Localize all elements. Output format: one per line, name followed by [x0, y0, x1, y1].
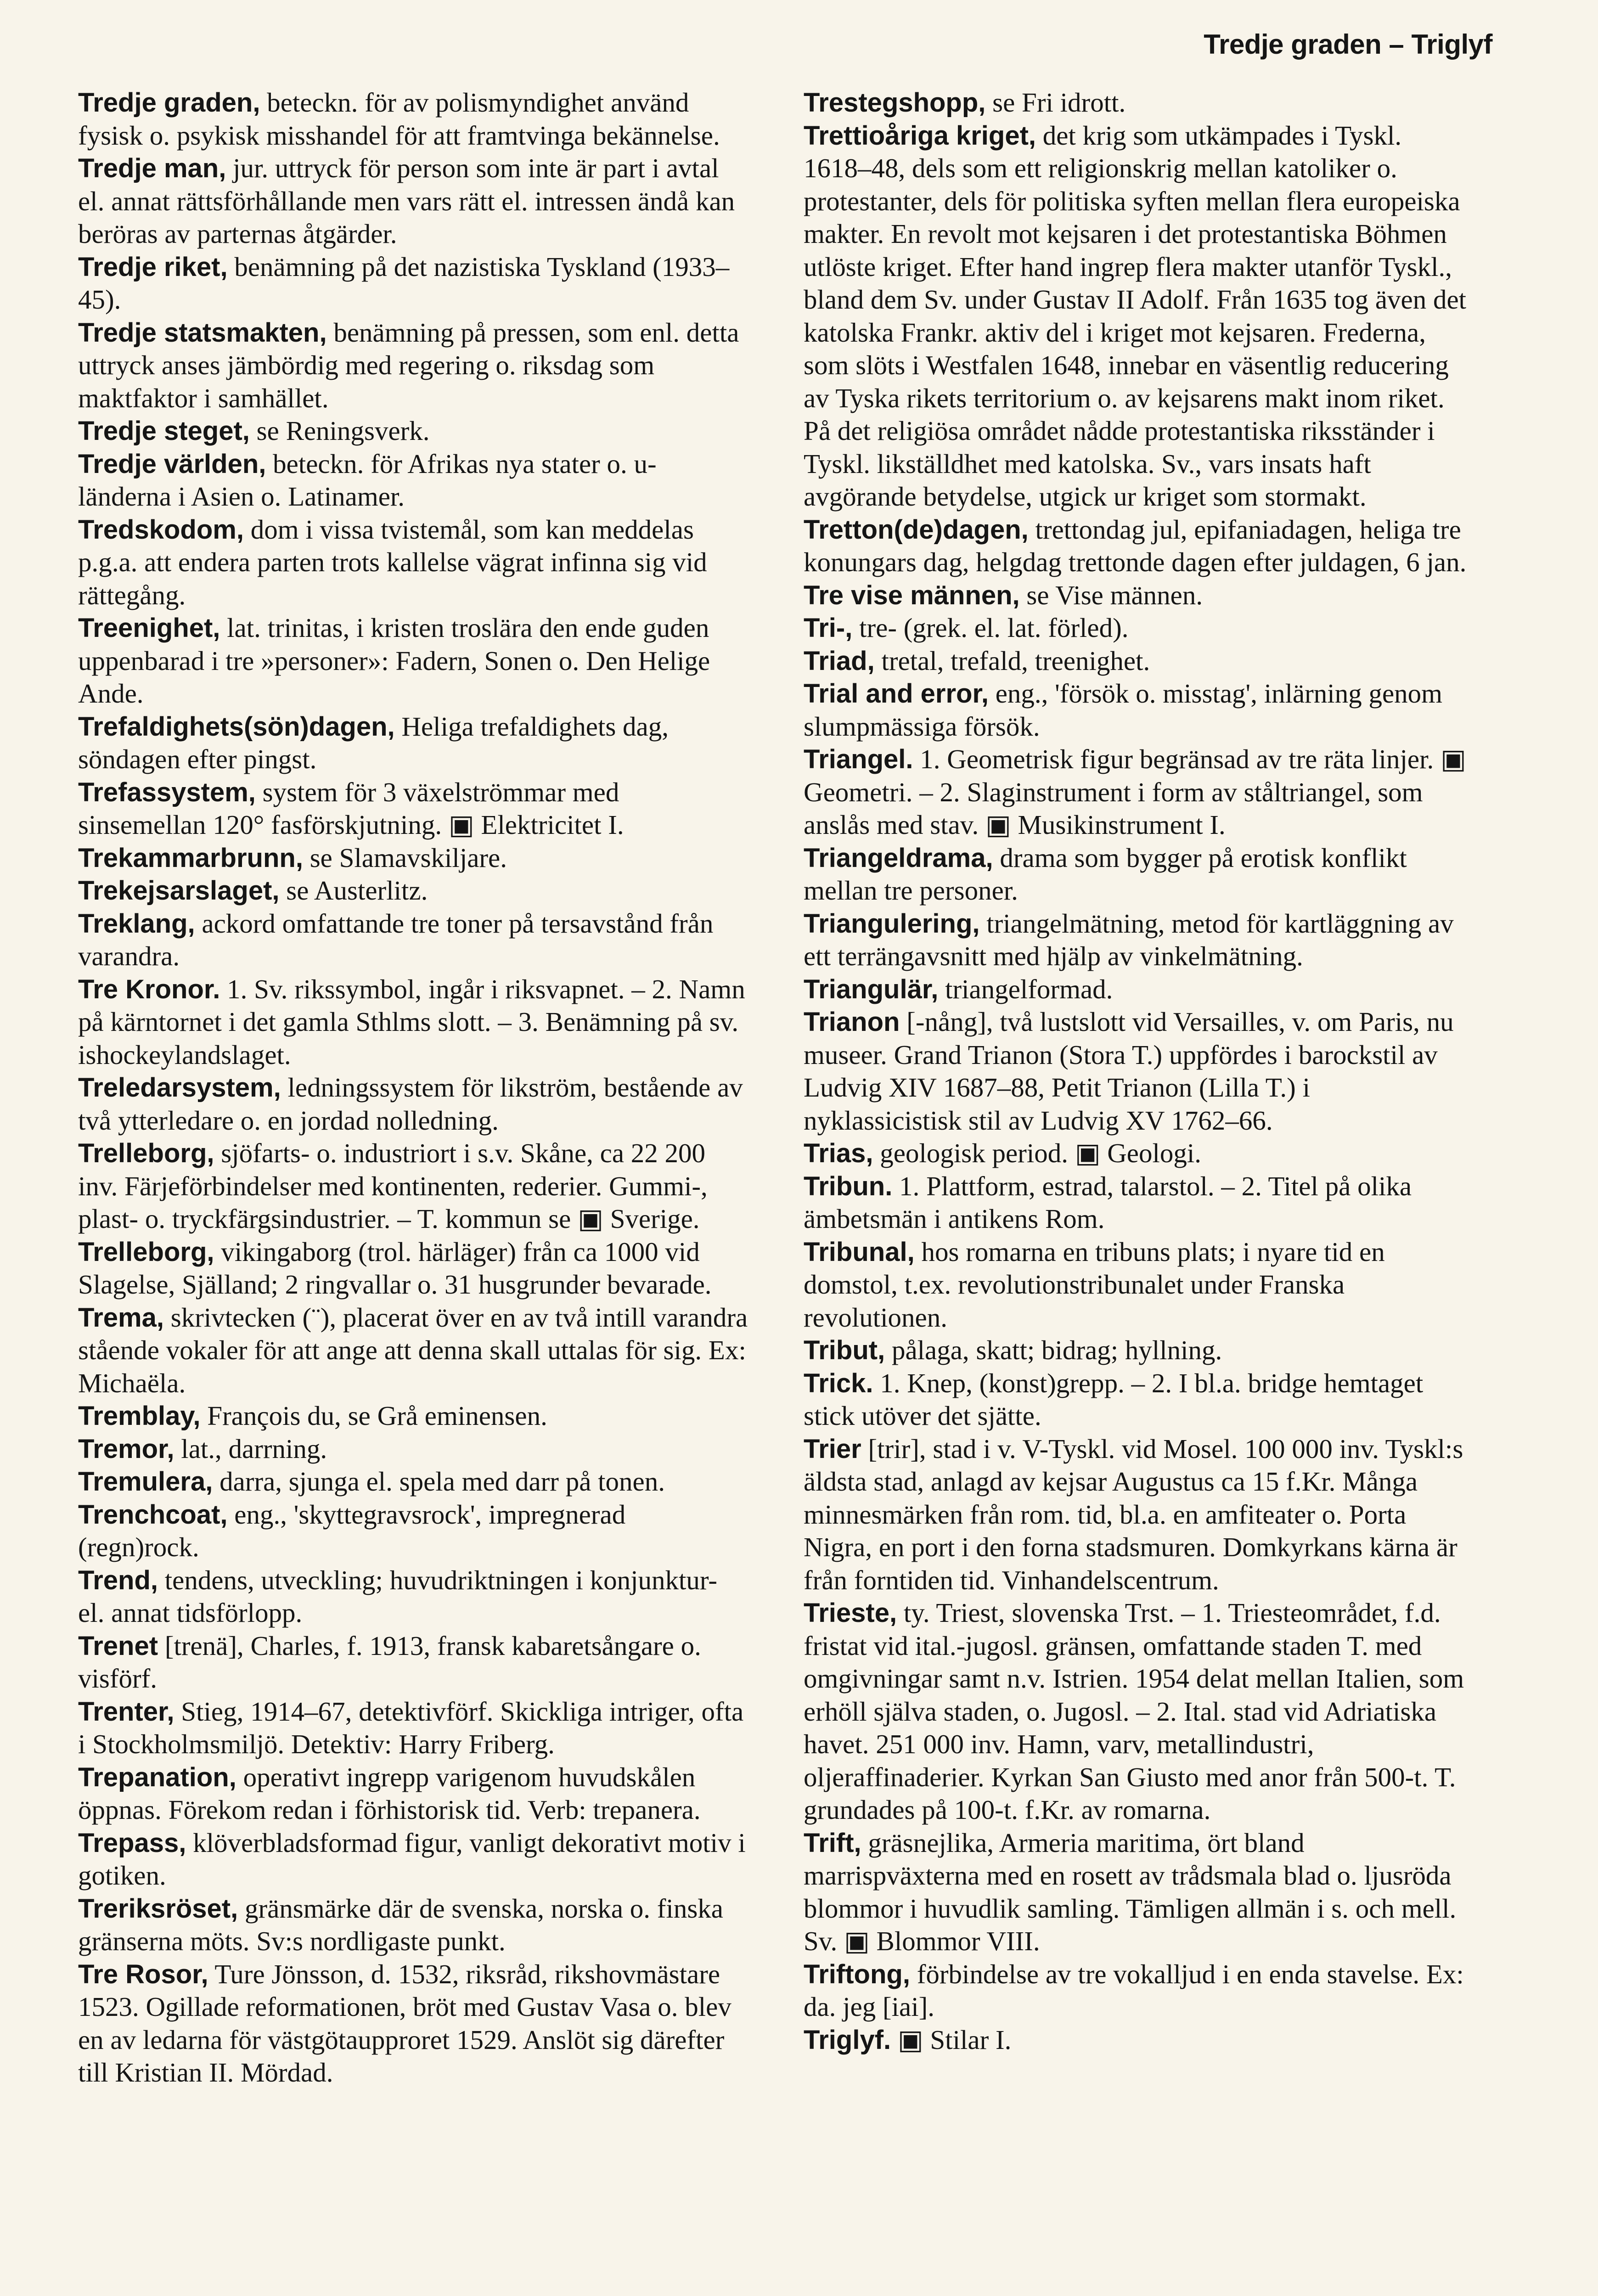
entry-definition: eng., 'försök o. misstag', inlärning genom slumpmässiga försök.: [804, 678, 1443, 742]
entry-headword: Triad,: [804, 646, 875, 676]
dictionary-entry: [78, 1301, 748, 1400]
dictionary-entry: [78, 1564, 748, 1630]
dictionary-entry: [804, 1958, 1474, 2024]
entry-definition: [trenä], Charles, f. 1913, fransk kabaretsångare o. visförf.: [78, 1630, 701, 1694]
dictionary-entry: [78, 1137, 748, 1236]
entry-headword: Trenter,: [78, 1696, 174, 1727]
entry-definition: se Vise männen.: [1019, 580, 1203, 610]
dictionary-entry: [804, 1433, 1474, 1597]
entry-definition: triangelformad.: [938, 974, 1113, 1004]
dictionary-entry: [804, 1597, 1474, 1827]
entry-definition: gränsmärke där de svenska, norska o. finska gränserna möts. Sv:s nordligaste punkt.: [78, 1893, 723, 1956]
dictionary-entry: [804, 677, 1474, 743]
dictionary-entry: [804, 1137, 1474, 1170]
entry-headword: Treenighet,: [78, 613, 220, 643]
entry-definition: jur. uttryck för person som inte är part i avtal el. annat rättsförhållande men vars rätt el. intressen ändå kan beröras av parternas åtgärder.: [78, 153, 735, 249]
entry-headword: Trefaldighets(sön)dagen,: [78, 711, 395, 742]
entry-definition: Ture Jönsson, d. 1532, riksråd, rikshovmästare 1523. Ogillade reformationen, bröt med Gustav Vasa o. blev en av ledarna för västgötaupproret 1529. Anslöt sig därefter till Kristian II. Mördad.: [78, 1958, 731, 2088]
running-head: Tredje graden – Triglyf: [1204, 29, 1492, 60]
dictionary-entry: [804, 1827, 1474, 1958]
dictionary-entry: [78, 1695, 748, 1761]
dictionary-entry: [804, 1367, 1474, 1433]
entry-definition: eng., 'skyttegravsrock', impregnerad (regn)rock.: [78, 1499, 626, 1562]
entry-headword: Tremulera,: [78, 1467, 213, 1497]
entry-headword: Tribut,: [804, 1335, 885, 1365]
entry-definition: vikingaborg (trol. härläger) från ca 1000 vid Slagelse, Själland; 2 ringvallar o. 31 husgrunder bevarade.: [78, 1236, 712, 1300]
dictionary-entry: [78, 1958, 748, 2089]
entry-headword: Trepanation,: [78, 1762, 236, 1792]
entry-definition: dom i vissa tvistemål, som kan meddelas p.g.a. att endera parten trots kallelse vägrat infinna sig vid rättegång.: [78, 514, 707, 610]
entry-definition: system för 3 växelströmmar med sinsemellan 120° fasförskjutning. ▣ Elektricitet I.: [78, 777, 624, 840]
dictionary-entry: [78, 1400, 748, 1433]
entry-definition: benämning på det nazistiska Tyskland (1933–45).: [78, 251, 730, 315]
entry-definition: ackord omfattande tre toner på tersavstånd från varandra.: [78, 908, 714, 971]
dictionary-entry: [78, 973, 748, 1072]
entry-headword: Trieste,: [804, 1598, 897, 1628]
entry-definition: trettondag jul, epifaniadagen, heliga tre konungars dag, helgdag trettonde dagen efter juldagen, 6 jan.: [804, 514, 1467, 577]
entry-headword: Trenet: [78, 1631, 158, 1661]
entry-headword: Trekammarbrunn,: [78, 843, 303, 873]
entry-headword: Trelleborg,: [78, 1138, 214, 1168]
entry-headword: Trenchcoat,: [78, 1499, 228, 1530]
entry-headword: Tredje riket,: [78, 252, 228, 282]
entry-headword: Treklang,: [78, 908, 195, 939]
entry-definition: skrivtecken (¨), placerat över en av två intill varandra stående vokaler för att ange att denna skall uttalas för sig. Ex: Michaëla.: [78, 1302, 748, 1398]
dictionary-entry: [78, 1236, 748, 1301]
dictionary-entry: [78, 513, 748, 612]
entry-headword: Treriksröset,: [78, 1893, 238, 1924]
entry-definition: se Austerlitz.: [279, 875, 428, 906]
entry-headword: Tredje världen,: [78, 449, 266, 479]
entry-headword: Trepass,: [78, 1828, 186, 1858]
dictionary-entry: [78, 152, 748, 251]
entry-definition: [-nång], två lustslott vid Versailles, v. om Paris, nu museer. Grand Trianon (Stora T.) uppfördes i barockstil av Ludvig XIV 1687–88, Petit Trianon (Lilla T.) i nyklassicistisk stil av Ludvig XV 1762–66.: [804, 1007, 1454, 1136]
dictionary-entry: [804, 1236, 1474, 1334]
entry-headword: Triftong,: [804, 1959, 910, 1989]
dictionary-entry: [78, 776, 748, 842]
entry-headword: Tribun.: [804, 1171, 893, 1201]
entry-headword: Tredje graden,: [78, 88, 260, 118]
dictionary-entry: [78, 842, 748, 875]
entry-headword: Tredje statsmakten,: [78, 317, 327, 348]
entry-definition: [trir], stad i v. V-Tyskl. vid Mosel. 100 000 inv. Tyskl:s äldsta stad, anlagd av kejsar Augustus ca 15 f.Kr. Många minnesmärken från rom. tid, bl.a. en amfiteater o. Porta Nigra, en port i den forna stadsmuren. Domkyrkans kärna är från forntiden tid. Vinhandelscentrum.: [804, 1433, 1463, 1595]
entry-headword: Trelleborg,: [78, 1237, 214, 1267]
entry-headword: Tretton(de)dagen,: [804, 514, 1029, 545]
entry-headword: Trial and error,: [804, 679, 989, 709]
dictionary-entry: [78, 612, 748, 710]
entry-definition: beteckn. för av polismyndighet använd fysisk o. psykisk misshandel för att framtvinga bekännelse.: [78, 87, 720, 151]
entry-headword: Tredje steget,: [78, 416, 250, 446]
entry-definition: tretal, trefald, treenighet.: [874, 645, 1150, 676]
entry-headword: Triangel.: [804, 744, 913, 774]
dictionary-entry: [78, 1465, 748, 1498]
entry-definition: sjöfarts- o. industriort i s.v. Skåne, ca 22 200 inv. Färjeförbindelser med kontinenten, rederier. Gummi-, plast- o. tryckfärgsindustrier. – T. kommun se ▣ Sverige.: [78, 1138, 708, 1234]
dictionary-entry: [78, 1433, 748, 1466]
entry-definition: se Slamavskiljare.: [303, 842, 507, 873]
entry-definition: lat., darrning.: [174, 1433, 327, 1464]
entry-headword: Trekejsarslaget,: [78, 876, 280, 906]
entry-headword: Triangeldrama,: [804, 843, 993, 873]
entry-definition: ▣ Stilar I.: [891, 2024, 1012, 2055]
entry-definition: ty. Triest, slovenska Trst. – 1. Triesteområdet, f.d. fristat vid ital.-jugosl. gränsen, omfattande staden T. med omgivningar samt n.v. Istrien. 1954 delat mellan Italien, som erhöll själva staden, o. Jugosl. – 2. Ital. stad vid Adriatiska havet. 251 000 inv. Hamn, varv, metallindustri, oljeraffinaderier. Kyrkan San Giusto med anor från 500-t. T. grundades på 100-t. f.Kr. av romarna.: [804, 1598, 1464, 1825]
entry-definition: Stieg, 1914–67, detektivförf. Skickliga intriger, ofta i Stockholmsmiljö. Detektiv: Harry Friberg.: [78, 1696, 744, 1759]
entry-headword: Trift,: [804, 1828, 861, 1858]
entry-headword: Triangulär,: [804, 974, 939, 1004]
entry-headword: Triglyf.: [804, 2025, 891, 2055]
entry-definition: pålaga, skatt; bidrag; hyllning.: [885, 1335, 1222, 1365]
entry-headword: Trend,: [78, 1565, 158, 1595]
dictionary-entry: [804, 743, 1474, 842]
right-column: [804, 86, 1474, 2056]
entry-definition: drama som bygger på erotisk konflikt mellan tre personer.: [804, 842, 1407, 906]
entry-headword: Trier: [804, 1434, 861, 1464]
entry-headword: Tre Rosor,: [78, 1959, 208, 1989]
entry-definition: gräsnejlika, Armeria maritima, ört bland marrispväxterna med en rosett av trådsmala blad o. ljusröda blommor i huvudlik samling. Tämligen allmän i s. och mell. Sv. ▣ Blommor VIII.: [804, 1827, 1457, 1956]
entry-definition: benämning på pressen, som enl. detta uttryck anses jämbördig med regering o. riksdag som maktfaktor i samhället.: [78, 317, 739, 413]
entry-definition: klöverbladsformad figur, vanligt dekorativt motiv i gotiken.: [78, 1827, 746, 1891]
dictionary-entry: [804, 579, 1474, 612]
dictionary-entry: [804, 2024, 1474, 2057]
entry-definition: 1. Sv. rikssymbol, ingår i riksvapnet. – 2. Namn på kärntornet i det gamla Sthlms slott. – 3. Benämning på sv. ishockeylandslaget.: [78, 974, 745, 1070]
entry-headword: Tribunal,: [804, 1237, 915, 1267]
entry-headword: Triangulering,: [804, 908, 980, 939]
dictionary-entry: [804, 907, 1474, 973]
entry-headword: Tre Kronor.: [78, 974, 220, 1004]
entry-headword: Trettioåriga kriget,: [804, 120, 1036, 151]
entry-headword: Trema,: [78, 1302, 164, 1333]
entry-definition: darra, sjunga el. spela med darr på tonen.: [213, 1466, 665, 1497]
dictionary-entry: [804, 645, 1474, 678]
entry-definition: 1. Knep, (konst)grepp. – 2. I bl.a. bridge hemtaget stick utöver det sjätte.: [804, 1367, 1424, 1431]
entry-definition: tre- (grek. el. lat. förled).: [852, 613, 1129, 643]
entry-definition: se Reningsverk.: [249, 416, 430, 446]
entry-definition: Heliga trefaldighets dag, söndagen efter pingst.: [78, 711, 669, 774]
entry-headword: Trick.: [804, 1368, 873, 1398]
entry-definition: 1. Plattform, estrad, talarstol. – 2. Titel på olika ämbetsmän i antikens Rom.: [804, 1171, 1412, 1234]
entry-headword: Tremblay,: [78, 1401, 201, 1431]
entry-definition: operativt ingrepp varigenom huvudskålen öppnas. Förekom redan i förhistorisk tid. Verb: trepanera.: [78, 1761, 701, 1825]
entry-definition: det krig som utkämpades i Tyskl. 1618–48, dels som ett religionskrig mellan katoliker o. protestanter, dels för politiska syften mellan flera europeiska makter. En revolt mot kejsaren i det protestantiska Böhmen utlöste kriget. Efter hand ingrep flera makter utanför Tyskl., bland dem Sv. under Gustav II Adolf. Från 1635 tog även det katolska Frankr. aktiv del i kriget mot kejsaren. Frederna, som slöts i Westfalen 1648, innebar en väsentlig reducering av Tyska rikets territorium o. av kejsarens makt inom riket. På det religiösa området nådde protestantiska riksständer i Tyskl. likställdhet med katolska. Sv., vars insats haft avgörande betydelse, utgick ur kriget som stormakt.: [804, 120, 1467, 512]
entry-headword: Trianon: [804, 1007, 900, 1037]
dictionary-entry: [804, 513, 1474, 579]
dictionary-entry: [78, 874, 748, 907]
entry-headword: Treledarsystem,: [78, 1073, 281, 1103]
dictionary-entry: [78, 1071, 748, 1137]
dictionary-entry: [78, 1630, 748, 1695]
dictionary-entry: [804, 119, 1474, 513]
entry-definition: tendens, utveckling; huvudriktningen i konjunktur- el. annat tidsförlopp.: [78, 1564, 718, 1628]
entry-definition: triangelmätning, metod för kartläggning av ett terrängavsnitt med hjälp av vinkelmätning.: [804, 908, 1454, 971]
entry-definition: se Fri idrott.: [985, 87, 1126, 118]
entry-definition: 1. Geometrisk figur begränsad av tre räta linjer. ▣ Geometri. – 2. Slaginstrument i form av ståltriangel, som anslås med stav. ▣ Musikinstrument I.: [804, 744, 1466, 840]
entry-headword: Tri-,: [804, 613, 853, 643]
entry-headword: Tredskodom,: [78, 514, 244, 545]
dictionary-entry: [78, 415, 748, 448]
dictionary-entry: [804, 86, 1474, 119]
entry-headword: Tredje man,: [78, 153, 226, 183]
dictionary-entry: [804, 1006, 1474, 1137]
left-column: [78, 86, 748, 2089]
dictionary-entry: [804, 842, 1474, 907]
dictionary-entry: [78, 1827, 748, 1892]
entry-headword: Trias,: [804, 1138, 873, 1168]
entry-definition: ledningssystem för likström, bestående av två ytterledare o. en jordad nolledning.: [78, 1072, 743, 1136]
dictionary-entry: [78, 251, 748, 316]
entry-definition: beteckn. för Afrikas nya stater o. u-länderna i Asien o. Latinamer.: [78, 448, 657, 512]
entry-definition: hos romarna en tribuns plats; i nyare tid en domstol, t.ex. revolutionstribunalet under Franska revolutionen.: [804, 1236, 1385, 1333]
dictionary-entry: [78, 907, 748, 973]
dictionary-entry: [78, 1761, 748, 1827]
entry-definition: geologisk period. ▣ Geologi.: [873, 1138, 1202, 1168]
dictionary-entry: [78, 86, 748, 152]
dictionary-entry: [78, 448, 748, 513]
dictionary-entry: [804, 612, 1474, 645]
entry-headword: Trestegshopp,: [804, 88, 986, 118]
entry-definition: lat. trinitas, i kristen troslära den ende guden uppenbarad i tre »personer»: Fadern, Sonen o. Den Helige Ande.: [78, 613, 710, 709]
dictionary-entry: [78, 1892, 748, 1958]
dictionary-entry: [78, 710, 748, 776]
entry-headword: Tre vise männen,: [804, 580, 1020, 610]
dictionary-entry: [78, 1498, 748, 1564]
entry-headword: Trefassystem,: [78, 777, 256, 807]
dictionary-entry: [804, 1170, 1474, 1236]
dictionary-entry: [78, 316, 748, 415]
entry-definition: François du, se Grå eminensen.: [200, 1401, 547, 1431]
entry-headword: Tremor,: [78, 1434, 174, 1464]
dictionary-entry: [804, 1334, 1474, 1367]
dictionary-entry: [804, 973, 1474, 1006]
entry-definition: förbindelse av tre vokalljud i en enda stavelse. Ex: da. jeg [iai].: [804, 1958, 1464, 2022]
